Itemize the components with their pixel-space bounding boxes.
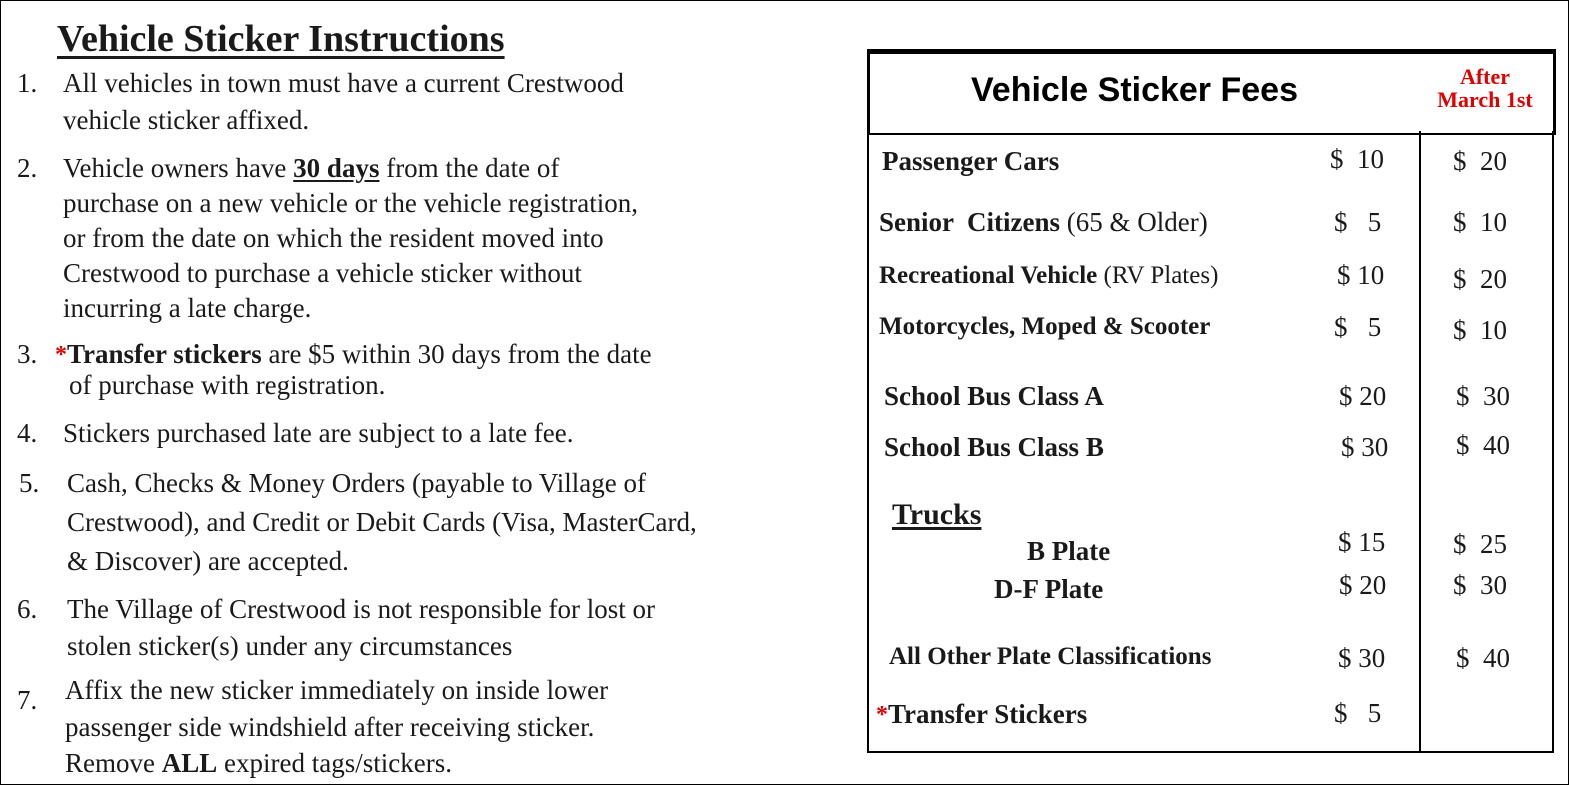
late-fee-amount: $ 25 <box>1453 529 1507 559</box>
fee-row-label: School Bus Class A <box>884 381 1104 411</box>
fee-amount: $ 20 <box>1339 381 1387 411</box>
fee-row-label <box>876 699 1087 730</box>
item-line: The Village of Crestwood is not responsible for lost or <box>67 594 656 624</box>
late-fee-amount: $ 30 <box>1456 381 1510 411</box>
item-number: 7. <box>17 685 38 715</box>
fee-row-label <box>879 207 1208 238</box>
fee-amount: $ 10 <box>1330 144 1384 174</box>
asterisk-marker: * <box>55 342 67 368</box>
item-emphasis: ALL <box>161 748 218 779</box>
item-line: Affix the new sticker immediately on inside lower <box>65 675 609 705</box>
fee-amount: $ 20 <box>1339 570 1387 600</box>
item-line: of purchase with registration. <box>69 370 386 401</box>
fee-amount: $ 5 <box>1334 207 1382 237</box>
fee-row-label: All Other Plate Classifications <box>889 643 1212 670</box>
after-label-line: March 1st <box>1437 87 1533 113</box>
item-line: incurring a late charge. <box>63 293 312 324</box>
item-emphasis: Transfer stickers <box>67 339 262 369</box>
item-text: Vehicle owners have <box>63 153 294 183</box>
item-emphasis: 30 days <box>293 153 380 183</box>
item-line: purchase on a new vehicle or the vehicle registration, <box>63 188 639 219</box>
item-line: All vehicles in town must have a current Crestwood <box>63 68 624 98</box>
item-text: expired tags/stickers. <box>217 748 452 779</box>
item-line: or from the date on which the resident moved into <box>63 223 604 254</box>
instructions-title: Vehicle Sticker Instructions <box>57 18 505 60</box>
item-text: are $5 within 30 days from the date <box>261 339 652 369</box>
fee-amount: $ 15 <box>1338 527 1386 557</box>
item-line: Cash, Checks & Money Orders (payable to Village of <box>67 468 646 498</box>
fee-row-note: (RV Plates) <box>1097 262 1219 289</box>
asterisk-marker: * <box>876 702 888 728</box>
late-fee-amount: $ 30 <box>1453 570 1507 600</box>
item-line: stolen sticker(s) under any circumstances <box>67 631 513 662</box>
fees-title: Vehicle Sticker Fees <box>971 71 1298 109</box>
fee-amount: $ 30 <box>1341 432 1389 462</box>
late-fee-amount: $ 10 <box>1453 315 1507 345</box>
fee-amount: $ 30 <box>1338 643 1386 673</box>
trucks-heading: Trucks <box>892 498 982 531</box>
item-text: from the date of <box>379 153 560 183</box>
fee-row-label: B Plate <box>1027 536 1111 566</box>
fee-row-label-text: Recreational Vehicle <box>879 262 1098 289</box>
fee-amount: $ 5 <box>1334 312 1382 342</box>
item-line: Crestwood to purchase a vehicle sticker without <box>63 258 582 289</box>
late-fee-amount: $ 40 <box>1456 430 1510 460</box>
after-march-label <box>1429 65 1541 111</box>
fee-row-label-text: Senior Citizens <box>879 207 1060 237</box>
item-line: vehicle sticker affixed. <box>63 105 310 136</box>
column-divider <box>1419 131 1421 753</box>
item-line: Crestwood), and Credit or Debit Cards (Visa, MasterCard, <box>67 507 697 538</box>
late-fee-amount: $ 20 <box>1453 264 1507 294</box>
fee-row-label: Passenger Cars <box>882 146 1060 176</box>
item-number: 1. <box>17 68 38 98</box>
item-number: 3. <box>17 339 38 369</box>
fee-row-label <box>879 262 1218 290</box>
item-line: passenger side windshield after receiving sticker. <box>65 711 595 742</box>
item-line: Stickers purchased late are subject to a late fee. <box>63 418 574 448</box>
item-number: 6. <box>17 594 38 624</box>
item-number: 5. <box>19 468 40 498</box>
late-fee-amount: $ 10 <box>1453 207 1507 237</box>
item-text: Remove <box>65 748 162 779</box>
item-line: & Discover) are accepted. <box>67 546 349 577</box>
late-fee-amount: $ 20 <box>1453 146 1507 176</box>
fee-row-label: School Bus Class B <box>884 432 1104 462</box>
fee-row-label: D-F Plate <box>994 574 1104 604</box>
fee-amount: $ 5 <box>1334 698 1382 728</box>
after-label-line: After <box>1459 64 1511 89</box>
item-number: 2. <box>17 153 38 183</box>
fee-amount: $ 10 <box>1337 260 1385 290</box>
fee-row-label-text: Transfer Stickers <box>888 699 1088 729</box>
item-number: 4. <box>17 418 38 448</box>
fee-row-note: (65 & Older) <box>1060 207 1208 237</box>
fee-row-label: Motorcycles, Moped & Scooter <box>879 313 1211 340</box>
late-fee-amount: $ 40 <box>1456 643 1510 673</box>
